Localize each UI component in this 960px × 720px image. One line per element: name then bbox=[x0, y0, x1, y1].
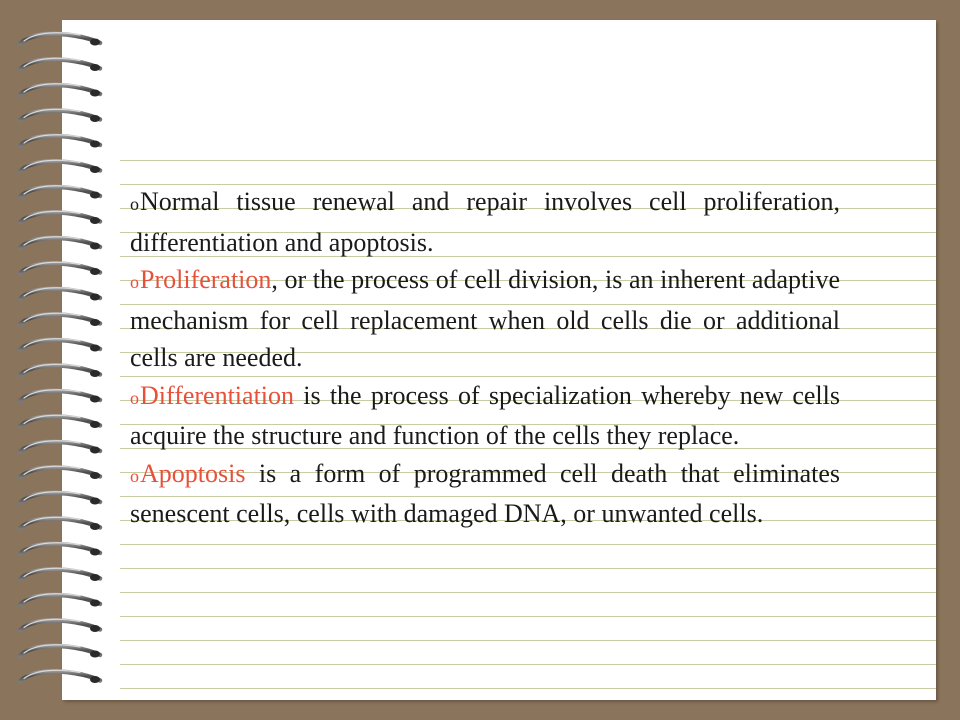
coil-wire bbox=[20, 85, 100, 95]
coil-wire bbox=[20, 620, 100, 630]
coil-wire bbox=[20, 569, 100, 579]
bullet-proliferation bbox=[130, 261, 840, 377]
binding-hole bbox=[90, 651, 100, 658]
binding-hole bbox=[90, 549, 100, 556]
bullet-differentiation bbox=[130, 377, 840, 455]
bullet-marker: o bbox=[130, 194, 139, 214]
bullet-apoptosis bbox=[130, 455, 840, 533]
bullet-term-proliferation: Proliferation bbox=[140, 265, 272, 294]
coil-wire bbox=[20, 212, 100, 222]
rule-line bbox=[120, 544, 936, 545]
bullet-text: Normal tissue renewal and repair involves cell proliferation, differentiation and apoptosis. bbox=[130, 187, 840, 257]
coil-wire bbox=[20, 442, 100, 452]
bullet-text: is the process of specialization whereby new cells acquire the structure and function of the cells they replace. bbox=[130, 380, 840, 450]
coil-rings bbox=[20, 33, 100, 683]
binding-hole bbox=[90, 523, 100, 530]
coil-wire bbox=[20, 314, 100, 324]
binding-hole bbox=[90, 574, 100, 581]
coil-wire bbox=[20, 238, 100, 248]
binding-hole bbox=[90, 319, 100, 326]
coil-wire bbox=[20, 263, 100, 273]
coil-wire bbox=[20, 518, 100, 528]
bullet-text: , or the process of cell division, is an inherent adaptive mechanism for cell replacement when old cells die or additional cells are needed. bbox=[130, 265, 840, 372]
binding-hole bbox=[90, 498, 100, 505]
binding-hole bbox=[90, 396, 100, 403]
rule-line bbox=[120, 592, 936, 593]
rule-line bbox=[120, 616, 936, 617]
bullet-normal-tissue-renewal bbox=[130, 183, 840, 261]
binding-hole bbox=[90, 166, 100, 173]
bullet-marker: o bbox=[130, 272, 139, 292]
binding-hole bbox=[90, 676, 100, 683]
rule-line bbox=[120, 664, 936, 665]
rule-line bbox=[120, 688, 936, 689]
coil-wire bbox=[20, 671, 100, 681]
coil-wire bbox=[20, 595, 100, 605]
binding-hole bbox=[90, 192, 100, 199]
coil-wire bbox=[20, 646, 100, 656]
coil-wire bbox=[20, 365, 100, 375]
bullet-marker: o bbox=[130, 387, 139, 408]
spiral-binding bbox=[0, 0, 120, 720]
coil-wire bbox=[20, 187, 100, 197]
binding-hole bbox=[90, 447, 100, 454]
bullet-term-differentiation: Differentiation bbox=[140, 380, 295, 410]
binding-hole bbox=[90, 294, 100, 301]
binding-hole bbox=[90, 472, 100, 479]
binding-hole bbox=[90, 217, 100, 224]
binding-hole bbox=[90, 421, 100, 428]
coil-wire bbox=[20, 544, 100, 554]
binding-hole bbox=[90, 268, 100, 275]
coil-wire bbox=[20, 289, 100, 299]
coil-wire bbox=[20, 59, 100, 69]
coil-wire bbox=[20, 493, 100, 503]
coil-wire bbox=[20, 467, 100, 477]
rule-line bbox=[120, 640, 936, 641]
binding-hole bbox=[90, 64, 100, 71]
binding-hole bbox=[90, 39, 100, 46]
bullet-text: is a form of programmed cell death that eliminates senescent cells, cells with damaged DNA, or unwanted cells. bbox=[130, 458, 840, 528]
coil-wire bbox=[20, 110, 100, 120]
coil-wire bbox=[20, 391, 100, 401]
coil-wire bbox=[20, 34, 100, 44]
binding-hole bbox=[90, 90, 100, 97]
binding-hole bbox=[90, 141, 100, 148]
binding-hole bbox=[90, 625, 100, 632]
rule-line bbox=[120, 160, 936, 161]
binding-hole bbox=[90, 243, 100, 250]
binding-hole bbox=[90, 600, 100, 607]
bullet-marker: o bbox=[130, 465, 139, 486]
coil-wire bbox=[20, 340, 100, 350]
binding-hole bbox=[90, 115, 100, 122]
coil-wire bbox=[20, 161, 100, 171]
coil-wire bbox=[20, 416, 100, 426]
coil-wire bbox=[20, 136, 100, 146]
binding-hole bbox=[90, 370, 100, 377]
rule-line bbox=[120, 568, 936, 569]
binding-hole bbox=[90, 345, 100, 352]
bullet-list bbox=[130, 183, 840, 533]
bullet-term-apoptosis: Apoptosis bbox=[140, 458, 246, 488]
